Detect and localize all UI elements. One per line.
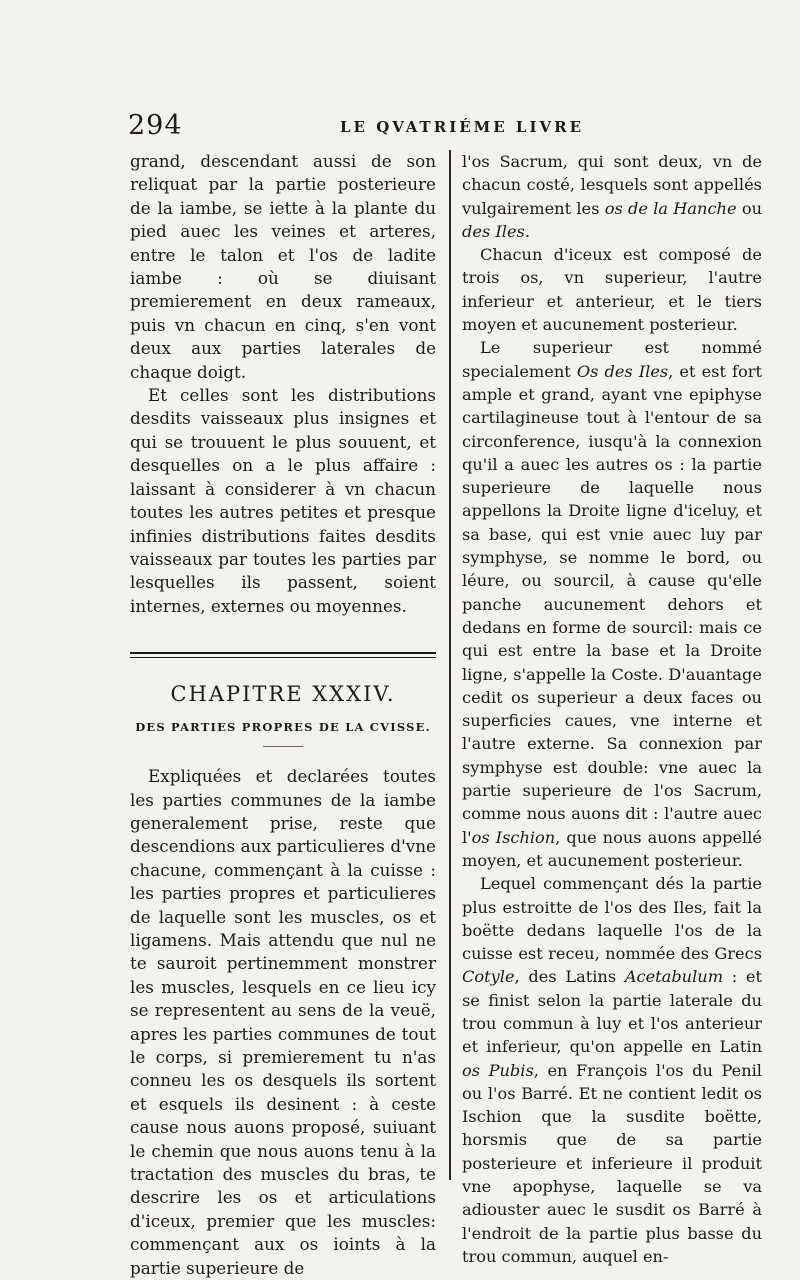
text-run: Le superieur est nommé specialement [462, 338, 762, 381]
text-run: , des Latins [514, 967, 625, 987]
chapter-title: CHAPITRE XXXIV. [170, 682, 396, 707]
text-run: ou [736, 198, 762, 218]
right-column [462, 150, 762, 1268]
paragraph [462, 150, 762, 243]
text-run: . [524, 221, 531, 241]
italic-term: os de la Hanche [604, 198, 737, 218]
chapter-subtitle: DES PARTIES PROPRES DE LA CVISSE. [135, 720, 431, 735]
italic-term: Os des Iles [576, 361, 669, 381]
italic-term: Acetabulum [624, 967, 724, 987]
paragraph: Et celles sont les distributions desdits vaisseaux plus insignes et qui se trouuent le plus souuent, et desquelles on a le plus affaire : laissant à considerer à vn chacun toutes les autres petites et presque infinies distributions faites desdits vaisseaux par toutes les parties par lesquelles ils passent, soient internes, externes ou moyennes. [130, 385, 436, 616]
text-run: , et est fort ample et grand, ayant vne epiphyse cartilagineuse tout à l'entour de sa circonference, iusqu'à la connexion qu'il a auec les autres os : la partie superieure de laquelle nous appellons la Droite ligne d'iceluy, et sa base, qui est vnie auec luy par symphyse, se nomme le bord, ou léure, ou sourcil, à cause qu'elle panche aucunement dehors et dedans en forme de sourcil: mais ce qui est entre la base et la Droite ligne, s'appelle la Coste. D'auantage cedit os superieur a deux faces ou superficies caues, vne interne et l'autre externe. Sa connexion par symphyse est double: vne auec la partie superieure de l'os Sacrum, comme nous auons dit : l'autre auec l' [462, 361, 763, 847]
rule-thin [130, 657, 436, 658]
text-run: l'os Sacrum, qui sont deux, vn de chacun costé, lesquels sont appellés vulgairement les [462, 152, 762, 218]
running-head: LE QVATRIÉME LIVRE [340, 118, 584, 136]
text-run: : et se finist selon la partie laterale du trou commun à luy et l'os anterieur et inferieur, qu'on appelle en Latin [462, 967, 762, 1057]
text-run: , en François l'os du Penil ou l'os Barré. Et ne contient ledit os Ischion que la susdite boëtte, horsmis que de sa partie posterieure et inferieure il produit vne apophyse, laquelle se va adiouster auec le susdit os Barré à l'endroit de la partie plus basse du trou commun, auquel en- [462, 1060, 762, 1266]
page-number: 294 [128, 110, 183, 141]
left-column [130, 150, 436, 1280]
paragraph: Expliquées et declarées toutes les parties communes de la iambe generalement prise, reste que descendions aux particulieres d'vne chacune, commençant à la cuisse : les parties propres et particulieres de laquelle sont les muscles, os et ligamens. Mais attendu que nul ne te sauroit pertinemment monstrer les muscles, lesquels en ce lieu icy se representent au sens de la veuë, apres les parties communes de tout le corps, si premierement tu n'as conneu les os desquels ils sortent et esquels ils desinent : à ceste cause nous auons proposé, suiuant le chemin que nous auons tenu à la tractation des muscles du bras, te descrire les os et articulations d'iceux, premier que les muscles: commençant aux os ioints à la partie superieure de [130, 766, 436, 1278]
chapter-divider [263, 746, 303, 747]
paragraph: grand, descendant aussi de son reliquat par la partie posterieure de la iambe, se iette à la plante du pied auec les veines et arteres, entre le talon et l'os de ladite iambe : où se diuisant premierement en deux rameaux, puis vn chacun en cinq, s'en vont deux aux parties laterales de chaque doigt. [130, 151, 436, 382]
rule-thick [130, 652, 436, 654]
page-header [128, 110, 768, 144]
paragraph [462, 872, 762, 1268]
section-rule [130, 652, 436, 658]
italic-term: Cotyle [462, 967, 515, 987]
italic-term: os Ischion [471, 827, 556, 847]
text-run: Lequel commençant dés la partie plus estroitte de l'os des Iles, fait la boëtte dedans laquelle l'os de la cuisse est receu, nommée des Grecs [462, 874, 762, 964]
italic-term: os Pubis [462, 1060, 534, 1080]
italic-term: des Iles [462, 221, 525, 241]
text-run: , que nous auons appellé moyen, et aucunement posterieur. [462, 827, 762, 870]
paragraph [462, 336, 762, 872]
column-divider [449, 150, 451, 1180]
paragraph: Chacun d'iceux est composé de trois os, vn superieur, l'autre inferieur et anterieur, et le tiers moyen et aucunement posterieur. [462, 245, 762, 335]
